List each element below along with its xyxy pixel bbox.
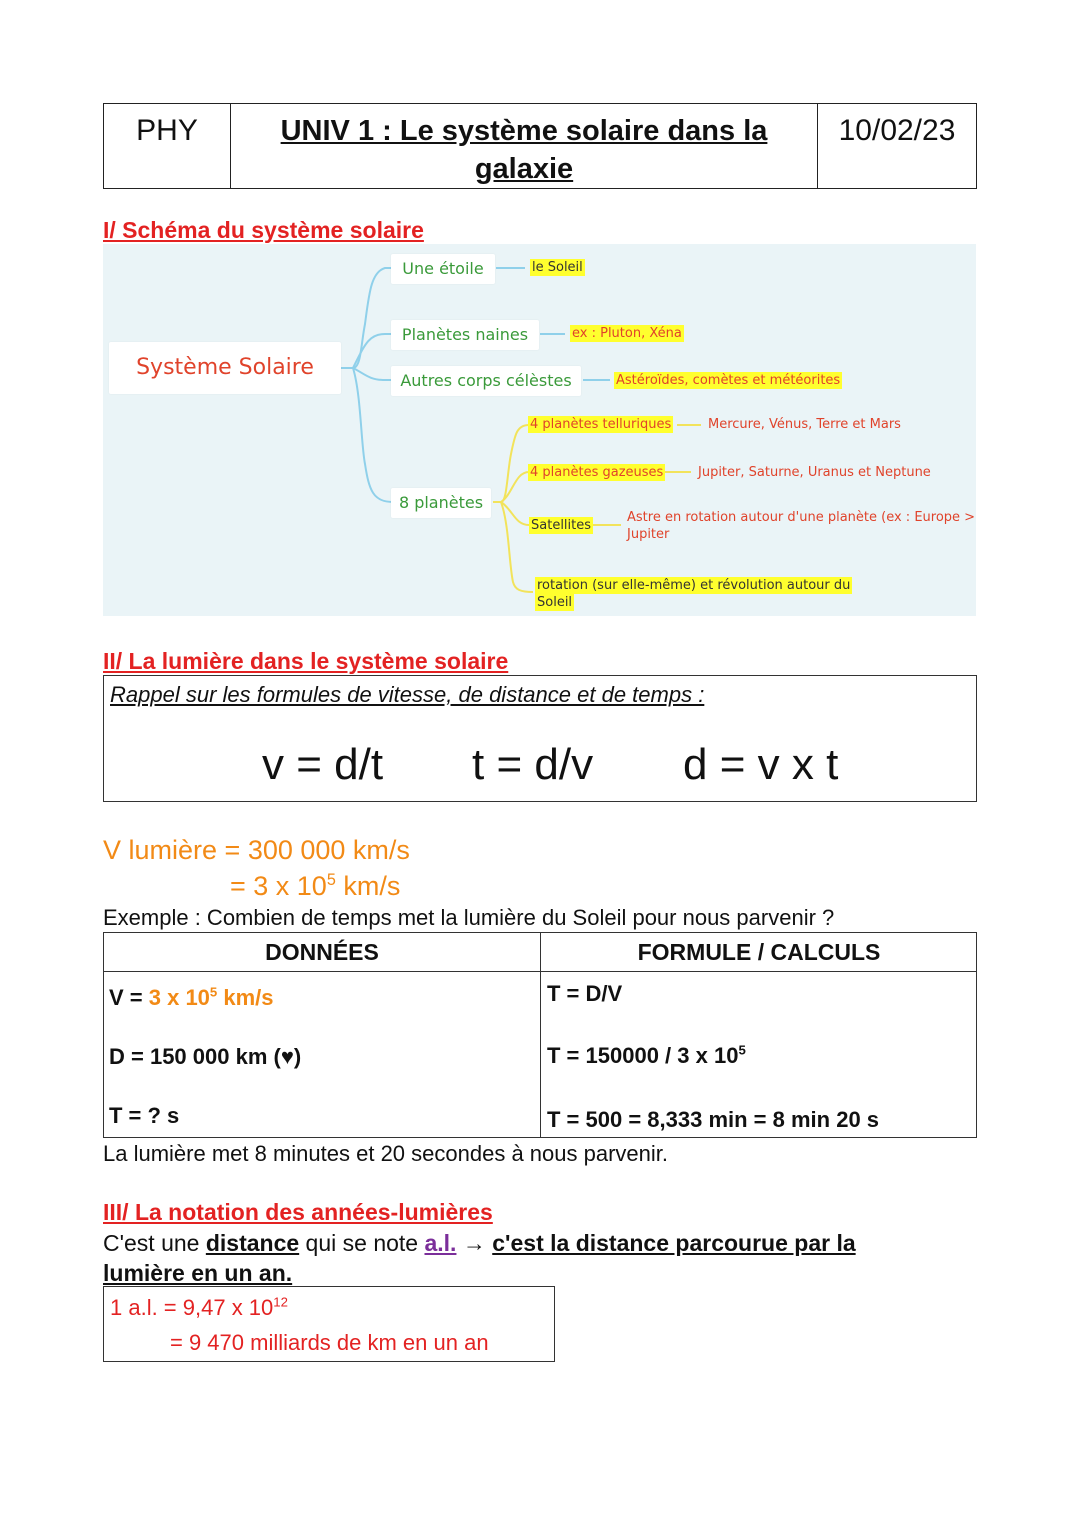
mindmap-rotation-1: rotation (sur elle-même) et révolution autour du xyxy=(537,578,851,593)
definition-abbreviation: a.l. xyxy=(424,1230,457,1256)
light-speed-scientific xyxy=(230,871,400,902)
page-title: UNIV 1 : Le système solaire dans la galaxie xyxy=(231,104,818,188)
formula-box-heading: Rappel sur les formules de vitesse, de distance et de temps : xyxy=(110,682,705,707)
mindmap-node-etoile: Une étoile xyxy=(391,254,495,284)
date-cell: 10/02/23 xyxy=(838,114,956,147)
data-row-speed xyxy=(109,985,274,1011)
example-table xyxy=(103,932,977,1138)
light-speed-sci-exponent: 5 xyxy=(326,871,336,889)
calc-substitution xyxy=(547,1043,746,1069)
example-conclusion: La lumière met 8 minutes et 20 secondes à nous parvenir. xyxy=(103,1141,668,1166)
light-year-value xyxy=(110,1295,288,1321)
light-year-definition xyxy=(103,1228,963,1288)
mindmap-gazeuses-detail: Jupiter, Saturne, Uranus et Neptune xyxy=(698,465,931,480)
section-1-title: I/ Schéma du système solaire xyxy=(103,217,424,243)
mindmap-root: Système Solaire xyxy=(109,342,341,394)
calc-substitution-base: T = 150000 / 3 x 10 xyxy=(547,1043,739,1068)
light-speed-value: 300 000 km/s xyxy=(247,835,410,865)
solar-system-mindmap xyxy=(103,244,976,616)
section-3-title: III/ La notation des années-lumières xyxy=(103,1199,493,1225)
light-year-value-words: = 9 470 milliards de km en un an xyxy=(170,1330,489,1355)
definition-part-a: C'est une xyxy=(103,1230,206,1256)
calc-substitution-exponent: 5 xyxy=(738,1042,746,1058)
example-question: Exemple : Combien de temps met la lumière du Soleil pour nous parvenir ? xyxy=(103,905,835,930)
table-header-calculs: FORMULE / CALCULS xyxy=(637,939,881,965)
mindmap-node-naines: Planètes naines xyxy=(391,320,539,350)
definition-meaning-end: lumière en un an. xyxy=(103,1260,293,1286)
light-year-box xyxy=(103,1286,555,1362)
formula-time: t = d/v xyxy=(472,740,594,789)
mindmap-telluriques-detail: Mercure, Vénus, Terre et Mars xyxy=(708,417,901,432)
data-speed-value: 3 x 10 xyxy=(148,985,210,1010)
table-header-donnees: DONNÉES xyxy=(265,939,379,965)
formula-speed: v = d/t xyxy=(262,740,384,789)
formula-box xyxy=(103,675,977,802)
mindmap-node-autres: Autres corps célèstes xyxy=(391,366,581,396)
mindmap-satellites: Satellites xyxy=(531,518,592,533)
light-speed xyxy=(103,835,410,866)
data-row-time: T = ? s xyxy=(109,1103,180,1128)
data-speed-label: V = xyxy=(109,985,149,1010)
calc-formula: T = D/V xyxy=(547,981,623,1006)
mindmap-etoile-detail: le Soleil xyxy=(532,260,583,275)
definition-meaning: c'est la distance parcourue par la xyxy=(492,1230,856,1256)
light-year-exponent: 12 xyxy=(273,1294,288,1310)
mindmap-naines-detail: ex : Pluton, Xéna xyxy=(572,326,682,341)
section-2-title: II/ La lumière dans le système solaire xyxy=(103,648,509,674)
formula-distance: d = v x t xyxy=(683,740,839,789)
definition-arrow: → xyxy=(456,1230,493,1256)
mindmap-satellites-detail-2: Jupiter xyxy=(627,527,670,542)
header-table xyxy=(103,103,977,189)
light-speed-label: V lumière = xyxy=(103,835,248,865)
subject-cell: PHY xyxy=(104,104,231,188)
calc-result: T = 500 = 8,333 min = 8 min 20 s xyxy=(547,1107,880,1132)
mindmap-telluriques: 4 planètes telluriques xyxy=(530,417,672,432)
data-speed-exponent: 5 xyxy=(209,984,218,1000)
mindmap-node-planetes: 8 planètes xyxy=(391,488,491,518)
mindmap-gazeuses: 4 planètes gazeuses xyxy=(530,465,664,480)
light-speed-sci-unit: km/s xyxy=(335,871,401,901)
mindmap-autres-detail: Astéroïdes, comètes et météorites xyxy=(616,373,841,388)
mindmap-rotation-2: Soleil xyxy=(537,595,573,610)
data-row-distance: D = 150 000 km (♥) xyxy=(109,1044,302,1069)
light-speed-sci-base: = 3 x 10 xyxy=(230,871,327,901)
data-speed-unit: km/s xyxy=(217,985,274,1010)
light-year-base: 1 a.l. = 9,47 x 10 xyxy=(110,1295,274,1320)
definition-part-c: qui se note xyxy=(299,1230,425,1256)
definition-distance: distance xyxy=(205,1230,300,1256)
mindmap-satellites-detail-1: Astre en rotation autour d'une planète (ex : Europe > xyxy=(627,510,976,525)
table-divider-horizontal xyxy=(104,971,976,972)
